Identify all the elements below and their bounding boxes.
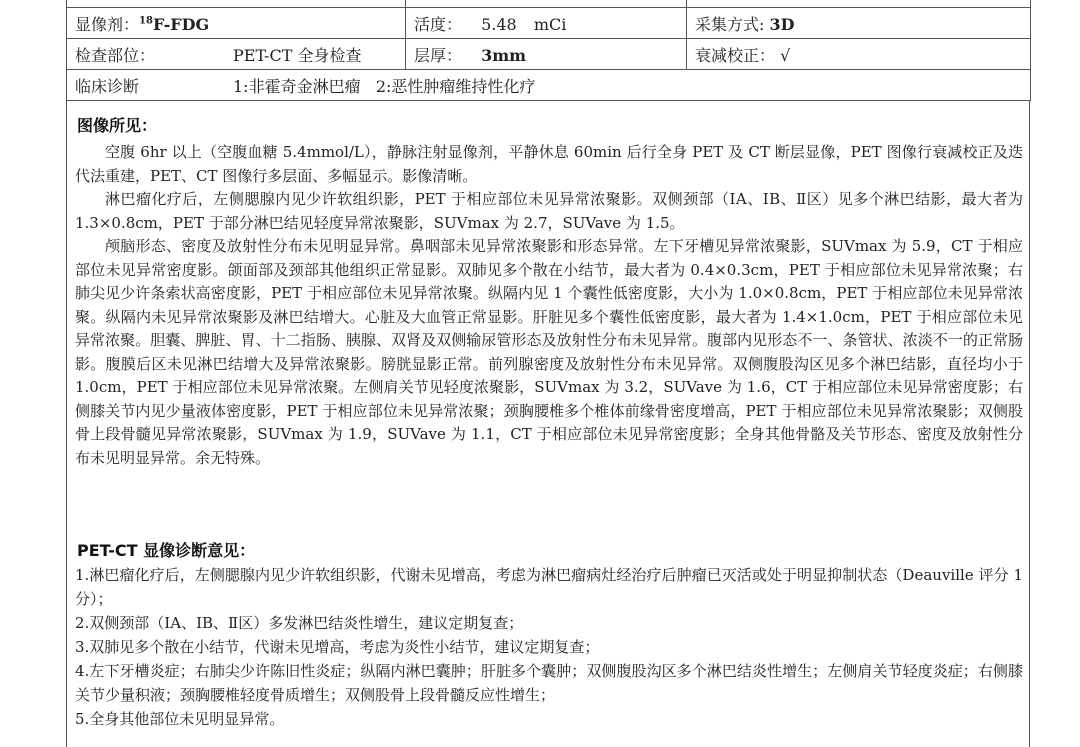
findings-text bbox=[75, 141, 1023, 470]
list-item: 4.左下牙槽炎症；右肺尖少许陈旧性炎症；纵隔内淋巴囊肿；肝脏多个囊肿；双侧腹股沟区多个淋巴结炎性增生；左侧肩关节轻度炎症；右侧膝关节少量积液；颈胸腰椎轻度骨质增生；双侧股骨上段骨髓反应性增生； bbox=[75, 662, 1023, 704]
exam-info-table bbox=[66, 0, 1031, 101]
table-row bbox=[67, 39, 1031, 70]
activity-cell bbox=[406, 8, 687, 39]
acquisition-value: 3D bbox=[769, 14, 795, 34]
opinion-list bbox=[75, 563, 1023, 731]
findings-paragraph: 颅脑形态、密度及放射性分布未见明显异常。鼻咽部未见异常浓聚影和形态异常。左下牙槽见异常浓聚影，SUVmax 为 5.9，CT 于相应部位未见异常密度影。颌面部及颈部其他组织正常显影。双肺见多个散在小结节，最大者为 0.4×0.3cm，PET 于相应部位未见异常浓聚；右肺尖见少许条索状高密度影，PET 于相应部位未见异常浓聚。纵隔内见 1 个囊性低密度影，大小为 1.0×0.8cm，PET 于相应部位未见异常浓聚。纵隔内未见异常浓聚影及淋巴结增大。心脏及大血管正常显影。肝脏见多个囊性低密度影，最大者为 1.4×1.0cm，PET 于相应部位未见异常浓聚。胆囊、脾脏、胃、十二指肠、胰腺、双肾及双侧输尿管形态及放射性分布未见异常。腹部内见形态不一、条管状、浓淡不一的正常肠影。腹膜后区未见淋巴结增大及异常浓聚影。膀胱显影正常。前列腺密度及放射性分布未见异常。双侧腹股沟区见多个淋巴结影，直径均小于 1.0cm，PET 于相应部位未见异常浓聚。左侧肩关节见轻度浓聚影，SUVmax 为 3.2，SUVave 为 1.6，CT 于相应部位未见异常密度影；右侧膝关节内见少量液体密度影，PET 于相应部位未见异常浓聚；颈胸腰椎多个椎体前缘骨密度增高，PET 于相应部位未见异常浓聚影；双侧股骨上段骨髓见异常浓聚影，SUVmax 为 1.9，SUVave 为 1.1，CT 于相应部位未见异常密度影；全身其他骨骼及关节形态、密度及放射性分布未见明显异常。余无特殊。 bbox=[75, 237, 1023, 467]
table-top-row bbox=[67, 0, 1031, 8]
tracer-name: F-FDG bbox=[152, 14, 210, 34]
findings-paragraph: 空腹 6hr 以上（空腹血糖 5.4mmol/L），静脉注射显像剂，平静休息 60min 后行全身 PET 及 CT 断层显像，PET 图像行衰减校正及迭代法重建，PET、CT 图像行多层面、多幅显示。影像清晰。 bbox=[75, 143, 1023, 185]
attenuation-cell bbox=[687, 39, 1031, 70]
table-row bbox=[67, 8, 1031, 39]
diagnosis-label: 临床诊断 bbox=[75, 76, 140, 96]
list-item: 1.淋巴瘤化疗后，左侧腮腺内见少许软组织影，代谢未见增高，考虑为淋巴瘤病灶经治疗后肿瘤已灭活或处于明显抑制状态（Deauville 评分 1 分）； bbox=[75, 566, 1023, 608]
slice-label: 层厚： bbox=[414, 45, 463, 65]
slice-value: 3mm bbox=[481, 45, 527, 65]
attenuation-check-icon: √ bbox=[780, 45, 791, 65]
attenuation-label: 衰减校正： bbox=[695, 45, 776, 65]
list-item: 3.双肺见多个散在小结节，代谢未见增高，考虑为炎性小结节，建议定期复查； bbox=[75, 638, 600, 656]
tracer-value bbox=[139, 15, 209, 34]
list-item: 5.全身其他部位未见明显异常。 bbox=[75, 710, 285, 728]
list-item: 2.双侧颈部（ⅠA、ⅠB、Ⅱ区）多发淋巴结炎性增生，建议定期复查； bbox=[75, 614, 524, 632]
activity-value: 5.48 bbox=[481, 14, 517, 34]
activity-unit: mCi bbox=[533, 14, 567, 34]
tracer-cell bbox=[67, 8, 406, 39]
report-document bbox=[66, 0, 1030, 747]
tracer-label: 显像剂： bbox=[75, 14, 140, 34]
table-row bbox=[67, 70, 1031, 101]
acquisition-cell bbox=[687, 8, 1031, 39]
region-value: PET-CT 全身检查 bbox=[233, 45, 362, 65]
region-cell bbox=[67, 39, 406, 70]
report-body bbox=[66, 101, 1030, 747]
slice-cell bbox=[406, 39, 687, 70]
acquisition-label: 采集方式: bbox=[695, 14, 765, 34]
opinion-title: PET-CT 显像诊断意见： bbox=[77, 541, 256, 560]
activity-label: 活度： bbox=[414, 14, 463, 34]
tracer-isotope-mass: 18 bbox=[139, 15, 153, 27]
region-label: 检查部位： bbox=[75, 45, 156, 65]
findings-title: 图像所见： bbox=[77, 116, 158, 135]
diagnosis-value: 1:非霍奇金淋巴瘤 2:恶性肿瘤维持性化疗 bbox=[233, 76, 536, 96]
diagnosis-cell bbox=[67, 70, 1031, 101]
findings-paragraph: 淋巴瘤化疗后，左侧腮腺内见少许软组织影，PET 于相应部位未见异常浓聚影。双侧颈部（ⅠA、ⅠB、Ⅱ区）见多个淋巴结影，最大者为 1.3×0.8cm，PET 于部分淋巴结见轻度异常浓聚影，SUVmax 为 2.7，SUVave 为 1.5。 bbox=[75, 190, 1023, 232]
